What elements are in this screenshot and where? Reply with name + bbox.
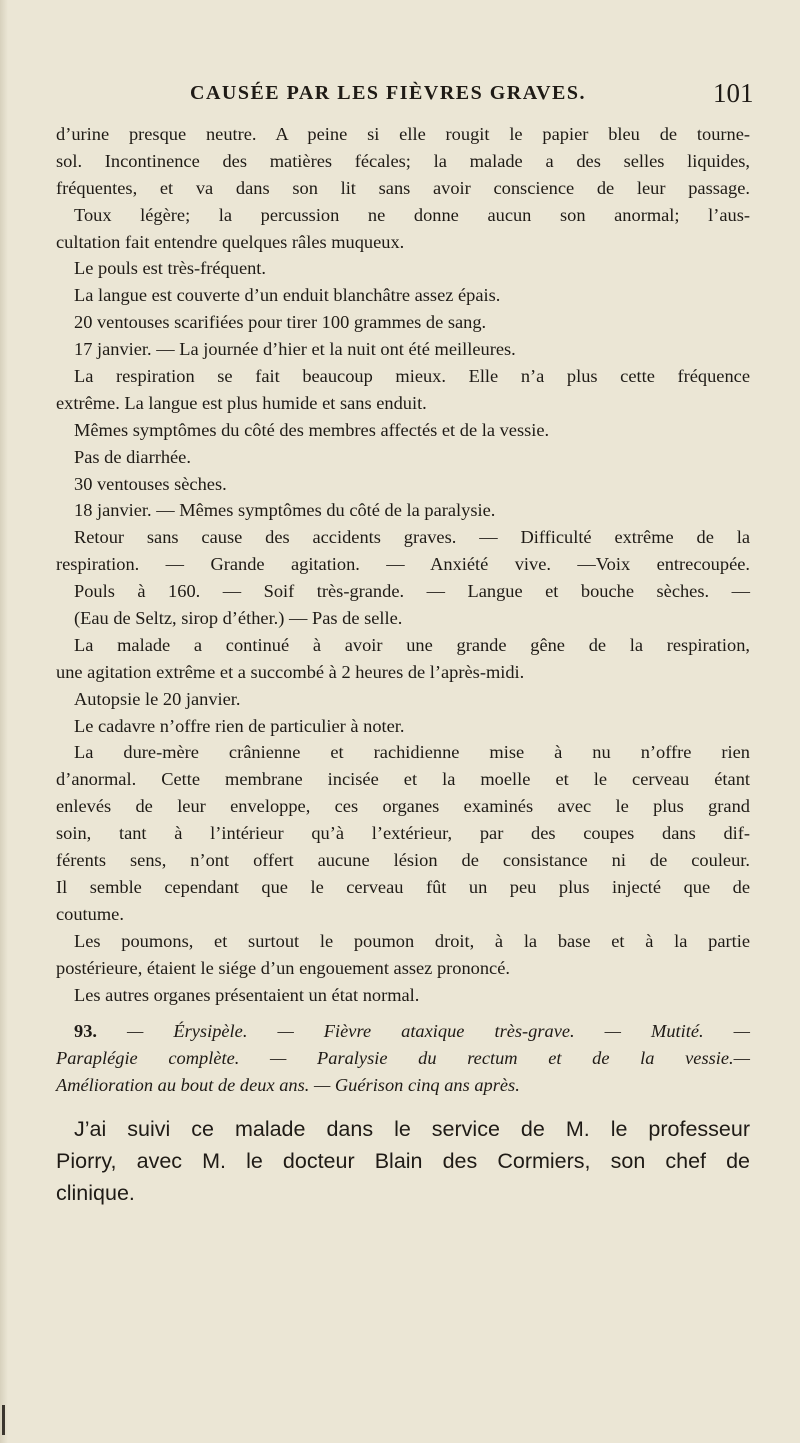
text-line: Toux légère; la percussion ne donne aucun son anormal; l’aus- <box>74 204 750 225</box>
text-line: Retour sans cause des accidents graves. — Difficulté extrême de la <box>74 527 750 548</box>
text-line: La malade a continué à avoir une grande gêne de la respiration, <box>74 634 750 655</box>
text-line: extrême. La langue est plus humide et sans enduit. <box>56 392 427 413</box>
text-line: clinique. <box>56 1181 135 1206</box>
text-line: sol. Incontinence des matières fécales; la malade a des selles liquides, <box>56 150 750 171</box>
text-line: Les poumons, et surtout le poumon droit, à la base et à la partie <box>74 930 750 951</box>
text-line: La respiration se fait beaucoup mieux. Elle n’a plus cette fréquence <box>74 366 750 387</box>
text-line: d’anormal. Cette membrane incisée et la moelle et le cerveau étant <box>56 769 750 790</box>
text-line: Pouls à 160. — Soif très-grande. — Langue et bouche sèches. — <box>74 581 750 602</box>
case-title-text: — Érysipèle. — Fièvre ataxique très-grave. — Mutité. — <box>127 1021 750 1042</box>
page-edge-shadow <box>0 0 8 1443</box>
case-number: 93. <box>74 1021 97 1042</box>
case-title-line: Paraplégie complète. — Paralysie du rectum et de la vessie.— <box>56 1048 750 1069</box>
text-line: postérieure, étaient le siége d’un engouement assez prononcé. <box>56 957 510 978</box>
case-title-line <box>56 1018 750 1045</box>
margin-mark <box>2 1405 5 1435</box>
text-line: Les autres organes présentaient un état normal. <box>74 984 420 1005</box>
page-number: 101 <box>713 78 754 108</box>
body-text <box>56 121 750 1209</box>
text-line: La dure-mère crânienne et rachidienne mise à nu n’offre rien <box>74 742 750 763</box>
text-line: 18 janvier. — Mêmes symptômes du côté de la paralysie. <box>74 500 496 521</box>
text-line: Pas de diarrhée. <box>74 446 191 467</box>
text-line: férents sens, n’ont offert aucune lésion de consistance ni de couleur. <box>56 850 750 871</box>
text-line: cultation fait entendre quelques râles muqueux. <box>56 231 405 252</box>
text-line: Mêmes symptômes du côté des membres affectés et de la vessie. <box>74 419 550 440</box>
case-heading <box>56 1018 750 1099</box>
text-line: enlevés de leur enveloppe, ces organes examinés avec le plus grand <box>56 796 750 817</box>
text-line: coutume. <box>56 903 124 924</box>
text-line: 20 ventouses scarifiées pour tirer 100 grammes de sang. <box>74 312 487 333</box>
case-title-line: Amélioration au bout de deux ans. — Guérison cinq ans après. <box>56 1075 520 1096</box>
text-line: 30 ventouses sèches. <box>74 473 227 494</box>
text-line: Il semble cependant que le cerveau fût un peu plus injecté que de <box>56 876 750 897</box>
text-line: J’ai suivi ce malade dans le service de M. le professeur <box>74 1117 750 1142</box>
running-head: CAUSÉE PAR LES FIÈVRES GRAVES. <box>190 82 587 104</box>
text-line: 17 janvier. — La journée d’hier et la nuit ont été meilleures. <box>74 339 516 360</box>
text-line: fréquentes, et va dans son lit sans avoir conscience de leur passage. <box>56 177 750 198</box>
text-line: Piorry, avec M. le docteur Blain des Cormiers, son chef de <box>56 1149 750 1174</box>
text-line: respiration. — Grande agitation. — Anxiété vive. —Voix entrecoupée. <box>56 554 750 575</box>
text-line: soin, tant à l’intérieur qu’à l’extérieur, par des coupes dans dif- <box>56 823 750 844</box>
page-header <box>0 78 800 118</box>
text-line: La langue est couverte d’un enduit blanchâtre assez épais. <box>74 285 501 306</box>
text-line: une agitation extrême et a succombé à 2 heures de l’après-midi. <box>56 661 525 682</box>
text-line: Autopsie le 20 janvier. <box>74 688 241 709</box>
text-line: (Eau de Seltz, sirop d’éther.) — Pas de selle. <box>74 608 403 629</box>
closing-paragraph <box>56 1113 750 1209</box>
text-line: Le pouls est très-fréquent. <box>74 258 267 279</box>
text-line: d’urine presque neutre. A peine si elle rougit le papier bleu de tourne- <box>56 124 750 144</box>
text-line: Le cadavre n’offre rien de particulier à noter. <box>74 715 405 736</box>
